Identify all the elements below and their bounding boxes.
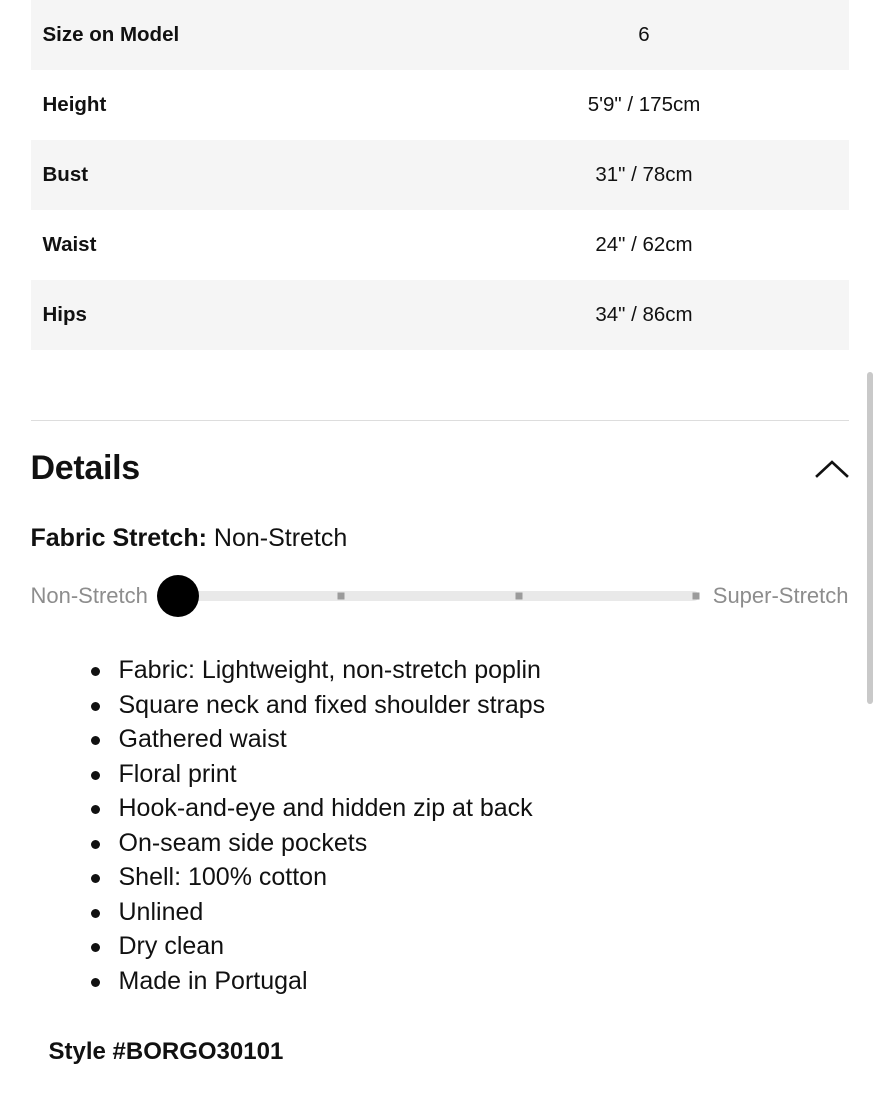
fabric-stretch-scale <box>31 575 849 617</box>
spec-label: Height <box>31 70 440 140</box>
fabric-stretch-label: Fabric Stretch: <box>30 524 207 552</box>
list-item: Hook-and-eye and hidden zip at back <box>83 791 849 826</box>
spec-label: Size on Model <box>31 0 440 70</box>
chevron-up-icon[interactable] <box>815 458 849 480</box>
spec-value: 34" / 86cm <box>440 280 849 350</box>
table-row <box>31 140 849 210</box>
table-row <box>31 280 849 350</box>
list-item: Gathered waist <box>83 722 849 757</box>
list-item: Unlined <box>83 895 849 930</box>
page-title: Details <box>30 449 140 487</box>
stretch-tick-2 <box>516 593 523 600</box>
spec-value: 24" / 62cm <box>440 210 849 280</box>
stretch-max-label: Super-Stretch <box>712 583 849 608</box>
list-item: Dry clean <box>83 929 849 964</box>
spec-label: Hips <box>31 280 440 350</box>
model-spec-table-wrap <box>0 0 879 350</box>
stretch-knob <box>157 575 199 617</box>
spec-label: Bust <box>31 140 440 210</box>
fabric-stretch-value: Non-Stretch <box>213 524 348 552</box>
stretch-tick-1 <box>337 593 344 600</box>
spec-value: 5'9" / 175cm <box>440 70 849 140</box>
table-row <box>31 70 849 140</box>
spec-value: 6 <box>440 0 849 70</box>
details-section-header[interactable] <box>31 421 849 496</box>
list-item: Made in Portugal <box>83 964 849 999</box>
scrollbar-thumb[interactable] <box>867 372 873 704</box>
stretch-slider <box>162 575 699 617</box>
list-item: Shell: 100% cotton <box>83 860 849 895</box>
model-spec-table <box>31 0 849 350</box>
spec-value: 31" / 78cm <box>440 140 849 210</box>
style-number: Style #BORGO30101 <box>48 1038 284 1065</box>
table-row <box>31 210 849 280</box>
page-scrollbar[interactable] <box>870 0 876 1100</box>
details-bullet-list <box>31 653 849 998</box>
list-item: Floral print <box>83 757 849 792</box>
list-item: Square neck and fixed shoulder straps <box>83 688 849 723</box>
spec-label: Waist <box>31 210 440 280</box>
list-item: On-seam side pockets <box>83 826 849 861</box>
stretch-track <box>162 591 699 601</box>
list-item: Fabric: Lightweight, non-stretch poplin <box>83 653 849 688</box>
stretch-min-label: Non-Stretch <box>30 583 148 608</box>
fabric-stretch-line <box>31 524 849 553</box>
table-row <box>31 0 849 70</box>
stretch-tick-3 <box>693 593 700 600</box>
